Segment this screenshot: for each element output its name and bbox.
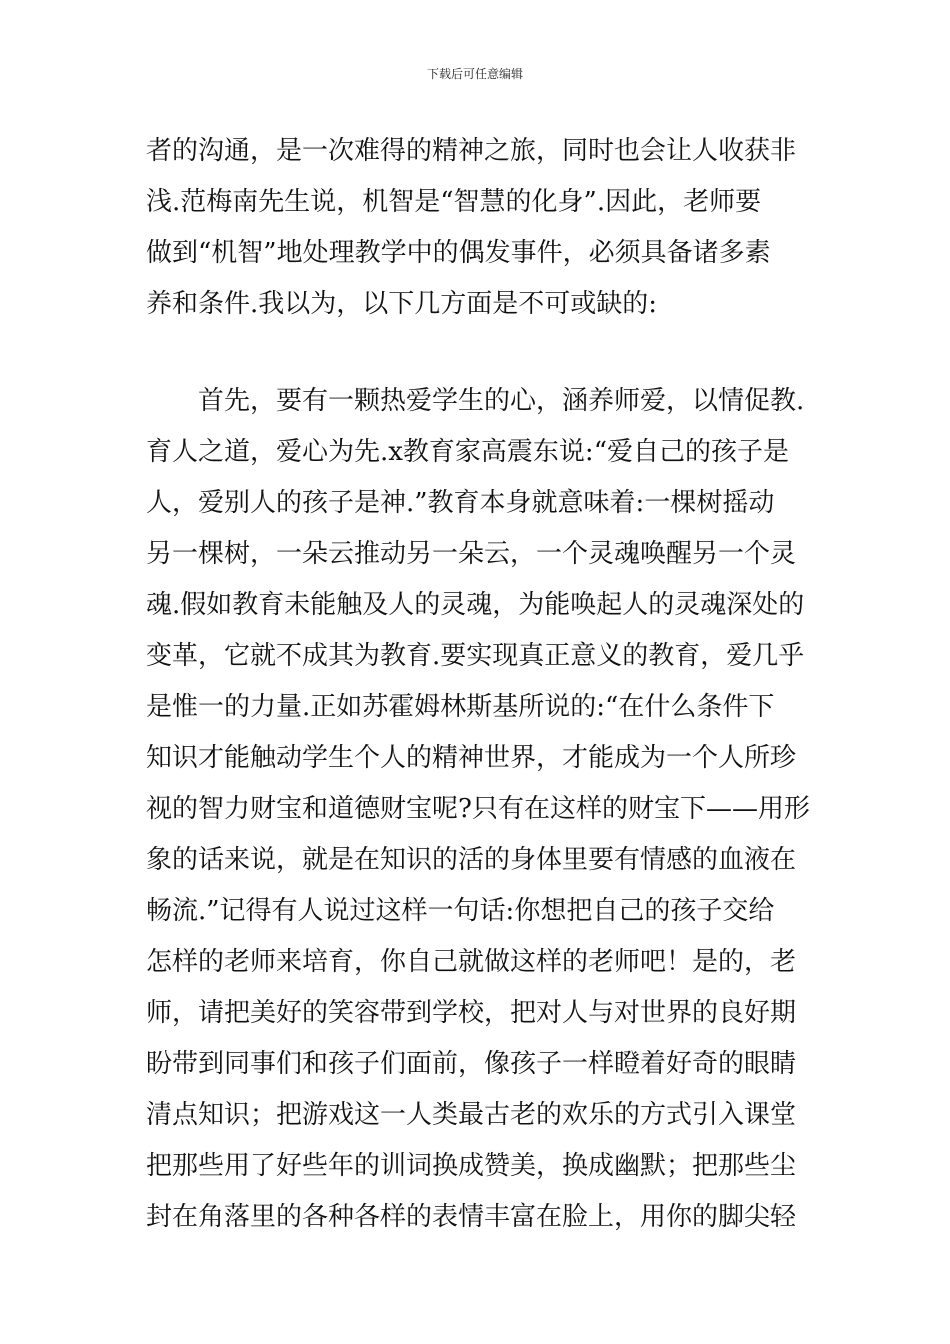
- text-line: 把那些用了好些年的训词换成赞美，换成幽默；把那些尘: [146, 1151, 797, 1181]
- text-line: 清点知识；把游戏这一人类最古老的欢乐的方式引入课堂: [146, 1100, 797, 1130]
- text-line: 做到“机智”地处理教学中的偶发事件，必须具备诸多素: [146, 238, 771, 268]
- text-line: 人，爱别人的孩子是神.”教育本身就意味着:一棵树摇动: [146, 488, 775, 518]
- text-line: 养和条件.我以为，以下几方面是不可或缺的:: [146, 289, 658, 319]
- text-line: 者的沟通，是一次难得的精神之旅，同时也会让人收获非: [146, 136, 797, 166]
- text-line: 怎样的老师来培育，你自己就做这样的老师吧！是的，老: [146, 947, 797, 977]
- text-line: 是惟一的力量.正如苏霍姆林斯基所说的:“在什么条件下: [146, 692, 775, 722]
- text-line: 畅流.”记得有人说过这样一句话:你想把自己的孩子交给: [146, 896, 775, 926]
- text-line: 师，请把美好的笑容带到学校，把对人与对世界的良好期: [146, 998, 797, 1028]
- text-line: 育人之道，爱心为先.x教育家高震东说:“爱自己的孩子是: [146, 437, 789, 467]
- text-line: 知识才能触动学生个人的精神世界，才能成为一个人所珍: [146, 743, 797, 773]
- text-line: 变革，它就不成其为教育.要实现真正意义的教育，爱几乎: [146, 641, 805, 671]
- text-line: 盼带到同事们和孩子们面前，像孩子一样瞪着好奇的眼睛: [146, 1049, 797, 1079]
- text-line: 魂.假如教育未能触及人的灵魂，为能唤起人的灵魂深处的: [146, 590, 805, 620]
- text-line: 封在角落里的各种各样的表情丰富在脸上，用你的脚尖轻: [146, 1202, 797, 1232]
- text-line: 象的话来说，就是在知识的活的身体里要有情感的血液在: [146, 845, 797, 875]
- header-note: 下载后可任意编辑: [426, 67, 523, 81]
- text-line: 浅.范梅南先生说，机智是“智慧的化身”.因此，老师要: [146, 187, 762, 217]
- text-line: 另一棵树，一朵云推动另一朵云，一个灵魂唤醒另一个灵: [146, 539, 797, 569]
- text-line: 首先，要有一颗热爱学生的心，涵养师爱，以情促教.: [146, 386, 805, 416]
- text-line: 视的智力财宝和道德财宝呢?只有在这样的财宝下——用形: [146, 794, 810, 824]
